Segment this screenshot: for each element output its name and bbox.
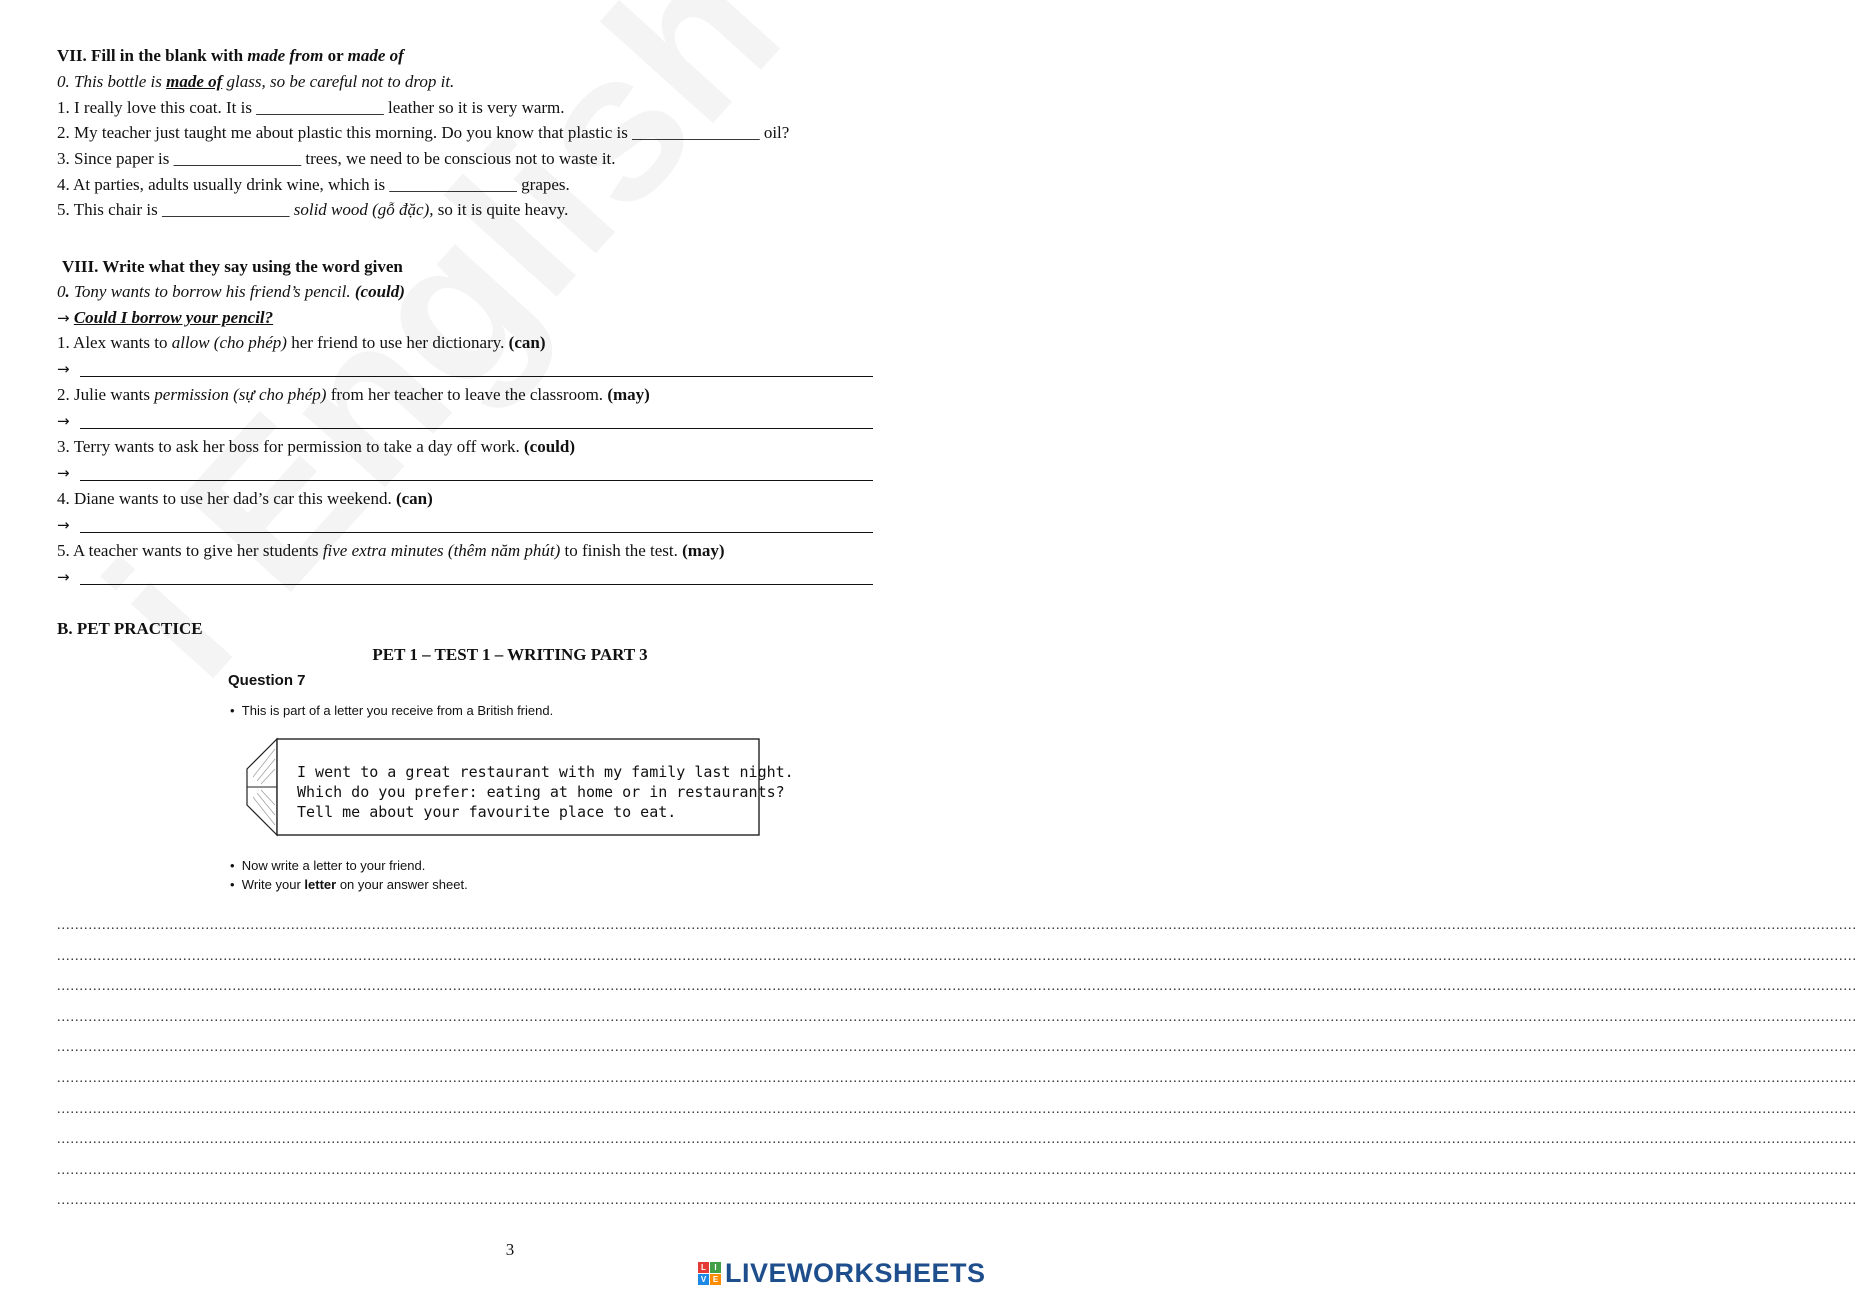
- writing-line[interactable]: ................................................................................................................................................................................................................................................................................................................................................................................................................: [57, 1040, 1857, 1056]
- section-8-q5: 5. A teacher wants to give her students five extra minutes (thêm năm phút) to finish the test. (may): [57, 541, 725, 560]
- answer-line-2[interactable]: [80, 428, 873, 429]
- writing-line[interactable]: ................................................................................................................................................................................................................................................................................................................................................................................................................: [57, 948, 1857, 964]
- letter-line-2: Which do you prefer: eating at home or in restaurants?: [297, 783, 785, 801]
- writing-line[interactable]: ................................................................................................................................................................................................................................................................................................................................................................................................................: [57, 1193, 1857, 1209]
- section-7-q4: 4. At parties, adults usually drink wine, which is _______________ grapes.: [57, 175, 570, 194]
- section-7-example: 0. This bottle is made of glass, so be careful not to drop it.: [57, 72, 455, 91]
- section-8-q4: 4. Diane wants to use her dad’s car this weekend. (can): [57, 489, 433, 508]
- section-7-title: VII. Fill in the blank with made from or made of: [57, 46, 404, 65]
- pet-subtitle: PET 1 – TEST 1 – WRITING PART 3: [372, 645, 648, 664]
- writing-line[interactable]: ................................................................................................................................................................................................................................................................................................................................................................................................................: [57, 979, 1857, 995]
- arrow-icon: →: [57, 309, 70, 327]
- section-8-example: 0. Tony wants to borrow his friend’s pencil. (could): [57, 282, 405, 301]
- section-7-q5: 5. This chair is _______________ solid wood (gỗ đặc), so it is quite heavy.: [57, 200, 569, 219]
- letter-text: [297, 762, 794, 822]
- section-7-q3: 3. Since paper is _______________ trees, we need to be conscious not to waste it.: [57, 149, 616, 168]
- section-8-q2: 2. Julie wants permission (sự cho phép) from her teacher to leave the classroom. (may): [57, 385, 650, 404]
- bullet-icon: •: [230, 703, 235, 718]
- bullet-icon: •: [230, 877, 235, 892]
- pet-bullet-2: • Now write a letter to your friend.: [230, 858, 426, 873]
- arrow-icon: →: [57, 516, 70, 534]
- arrow-icon: →: [57, 568, 70, 586]
- section-8-title: VIII. Write what they say using the word given: [62, 257, 403, 276]
- writing-line[interactable]: ................................................................................................................................................................................................................................................................................................................................................................................................................: [57, 918, 1857, 933]
- question-label: Question 7: [228, 672, 306, 689]
- arrow-icon: →: [57, 464, 70, 482]
- section-8-example-answer: → Could I borrow your pencil?: [57, 308, 274, 327]
- section-7-q1: 1. I really love this coat. It is _______________ leather so it is very warm.: [57, 98, 565, 117]
- letter-line-3: Tell me about your favourite place to eat.: [297, 803, 677, 821]
- logo-icon: L I V E: [698, 1262, 721, 1285]
- page-number: 3: [505, 1240, 515, 1259]
- arrow-icon: →: [57, 360, 70, 378]
- section-7-q2: 2. My teacher just taught me about plastic this morning. Do you know that plastic is _______________ oil?: [57, 123, 790, 142]
- answer-line-5[interactable]: [80, 584, 873, 585]
- section-8-q3: 3. Terry wants to ask her boss for permission to take a day off work. (could): [57, 437, 576, 456]
- writing-line[interactable]: ................................................................................................................................................................................................................................................................................................................................................................................................................: [57, 1009, 1857, 1025]
- writing-line[interactable]: ................................................................................................................................................................................................................................................................................................................................................................................................................: [57, 1162, 1857, 1178]
- section-8-q1: 1. Alex wants to allow (cho phép) her friend to use her dictionary. (can): [57, 333, 546, 352]
- liveworksheets-logo: [698, 1258, 986, 1289]
- bullet-icon: •: [230, 858, 235, 873]
- letter-line-1: I went to a great restaurant with my family last night.: [297, 763, 794, 781]
- section-b-title: B. PET PRACTICE: [57, 619, 203, 638]
- writing-line[interactable]: ................................................................................................................................................................................................................................................................................................................................................................................................................: [57, 1132, 1857, 1148]
- answer-line-1[interactable]: [80, 376, 873, 377]
- answer-line-4[interactable]: [80, 532, 873, 533]
- answer-line-3[interactable]: [80, 480, 873, 481]
- pet-bullet-1: • This is part of a letter you receive from a British friend.: [230, 703, 554, 718]
- pet-bullet-3: • Write your letter on your answer sheet.: [230, 877, 468, 892]
- arrow-icon: →: [57, 412, 70, 430]
- writing-line[interactable]: ................................................................................................................................................................................................................................................................................................................................................................................................................: [57, 1101, 1857, 1117]
- brand-name: LIVEWORKSHEETS: [725, 1258, 986, 1288]
- writing-line[interactable]: ................................................................................................................................................................................................................................................................................................................................................................................................................: [57, 1071, 1857, 1086]
